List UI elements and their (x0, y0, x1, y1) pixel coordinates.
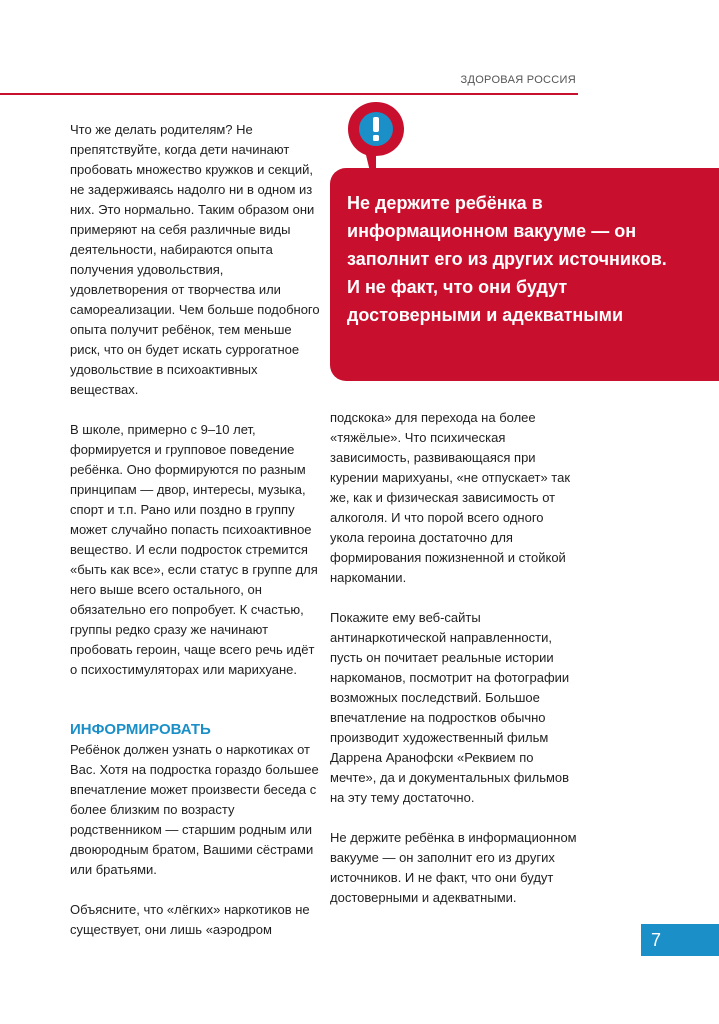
exclamation-dot (373, 135, 379, 141)
body-paragraph: Ребёнок должен узнать о наркотиках от Вас. Хотя на подростка гораздо большее впечатление может произвести беседа с более близким по возрасту родственником — старшим родным или двоюродным братом, Вашими сёстрами или братьями. (70, 742, 319, 877)
body-paragraph: В школе, примерно с 9–10 лет, формируется и групповое поведение ребёнка. Оно формируются по разным принципам — двор, интересы, музыка, спорт и т.п. Рано или поздно в группу может случайно попасть психоактивное вещество. И если подросток стремится «быть как все», если статус в группе для него выше всего остального, он обязательно его попробует. К счастью, группы редко сразу же начинают пробовать героин, чаще всего речь идёт о психостимуляторах или марихуане. (70, 422, 318, 677)
callout-text: Не держите ребёнка в информационном вакууме — он заполнит его из других источников. И не факт, что они будут достоверными и адекватными (347, 193, 667, 325)
body-paragraph: Что же делать родителям? Не препятствуйте, когда дети начинают пробовать множество кружков и секций, не задерживаясь надолго ни в одном из них. Это нормально. Таким образом они примеряют на себя различные виды деятельности, набираются опыта получения удовольствия, удовлетворения от творчества или самореализации. Чем больше подобного опыта получит ребёнок, тем меньше риск, что он будет искать суррогатное удовольствие в психоактивных веществах. (70, 122, 320, 397)
section-title: ИНФОРМИРОВАТЬ (70, 721, 211, 738)
page-number: 7 (651, 930, 662, 950)
right-column (330, 408, 580, 908)
body-paragraph: подскока» для перехода на более «тяжёлые». Что психическая зависимость, развивающаяся при курении марихуаны, «не отпускает» так же, как и физическая зависимость от алкоголя. И что порой всего одного укола героина достаточно для формирования пожизненной и стойкой наркомании. (330, 410, 571, 585)
body-paragraph: Покажите ему веб-сайты антинаркотической направленности, пусть он почитает реальные истории наркоманов, посмотрит на фотографии возможных последствий. Большое впечатление на подростков обычно производит художественный фильм Даррена Аранофски «Реквием по мечте», да и документальных фильмов на эту тему достаточно. (330, 610, 570, 805)
body-paragraph: Объясните, что «лёгких» наркотиков не существует, они лишь «аэродром (70, 902, 310, 937)
header-divider (0, 93, 578, 95)
callout-box (330, 168, 719, 381)
left-column (70, 120, 320, 940)
running-header: ЗДОРОВАЯ РОССИЯ (460, 74, 576, 86)
exclamation-bar (373, 117, 379, 132)
page-number-badge (641, 924, 719, 956)
exclamation-icon (345, 100, 407, 190)
body-paragraph: Не держите ребёнка в информационном вакууме — он заполнит его из других источников. И не факт, что они будут достоверными и адекватными. (330, 830, 577, 905)
